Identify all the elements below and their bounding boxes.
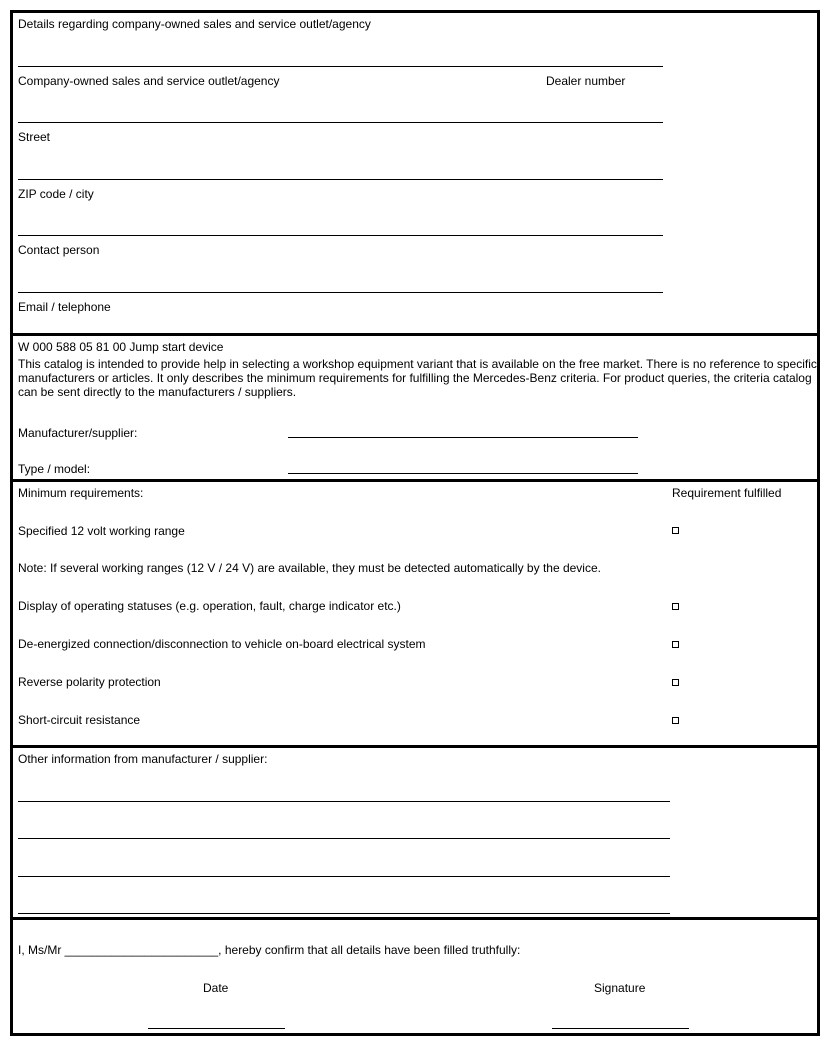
requirement-note [18,561,601,575]
confirmation-section [10,917,820,1036]
name-blank[interactable]: _______________________ [64,943,219,957]
dealer-section-heading: Details regarding company-owned sales and service outlet/agency [18,17,371,31]
requirement-display-statuses: Display of operating statuses (e.g. operation, fault, charge indicator etc.) [18,599,401,613]
confirmation-statement [18,943,520,957]
email-telephone-field-label: Email / telephone [18,300,111,314]
requirement-reverse-polarity-checkbox[interactable] [672,679,679,686]
confirmation-suffix: , hereby confirm that all details have been filled truthfully: [218,943,521,957]
signature-field-line[interactable] [552,1028,689,1029]
other-info-line-2[interactable] [18,838,670,839]
other-info-line-1[interactable] [18,801,670,802]
type-model-label: Type / model: [18,462,91,476]
requirements-section [10,479,820,748]
street-field-line[interactable] [18,122,663,123]
device-title: W 000 588 05 81 00 Jump start device [18,340,224,354]
contact-person-field-line[interactable] [18,235,663,236]
dealer-details-section [10,10,820,336]
requirement-de-energized-connection-checkbox[interactable] [672,641,679,648]
requirements-header-left: Minimum requirements: [18,486,144,500]
date-field-line[interactable] [148,1028,285,1029]
note-label: Note: [18,561,47,575]
device-section [10,333,820,482]
requirement-short-circuit-checkbox[interactable] [672,717,679,724]
signature-label: Signature [594,981,646,995]
requirement-de-energized-connection: De-energized connection/disconnection to vehicle on-board electrical system [18,637,426,651]
manufacturer-label: Manufacturer/supplier: [18,426,138,440]
dealer-number-label: Dealer number [546,74,626,88]
device-description: This catalog is intended to provide help in selecting a workshop equipment variant that is available on the free market. There is no reference to specific manufacturers or articles. It only describes the minimum requirements for fulfilling the Mercedes-Benz criteria. For product queries, the criteria catalog can be sent directly to the manufacturers / suppliers. [18,357,817,399]
other-info-section [10,745,820,920]
type-model-field-line[interactable] [288,473,638,474]
other-info-line-3[interactable] [18,876,670,877]
requirement-working-range: Specified 12 volt working range [18,524,185,538]
zip-city-field-line[interactable] [18,179,663,180]
requirement-short-circuit: Short-circuit resistance [18,713,141,727]
street-field-label: Street [18,130,51,144]
other-info-line-4[interactable] [18,913,670,914]
email-telephone-field-line[interactable] [18,292,663,293]
confirmation-prefix: I, Ms/Mr [18,943,65,957]
manufacturer-field-line[interactable] [288,437,638,438]
contact-person-field-label: Contact person [18,243,100,257]
requirement-working-range-checkbox[interactable] [672,527,679,534]
requirement-reverse-polarity: Reverse polarity protection [18,675,161,689]
requirement-display-statuses-checkbox[interactable] [672,603,679,610]
note-text: If several working ranges (12 V / 24 V) are available, they must be detected automatically by the device. [46,561,601,575]
date-label: Date [203,981,229,995]
other-info-label: Other information from manufacturer / supplier: [18,752,268,766]
requirements-header-right: Requirement fulfilled [672,486,782,500]
outlet-field-label: Company-owned sales and service outlet/agency [18,74,280,88]
outlet-field-line[interactable] [18,66,663,67]
zip-city-field-label: ZIP code / city [18,187,94,201]
